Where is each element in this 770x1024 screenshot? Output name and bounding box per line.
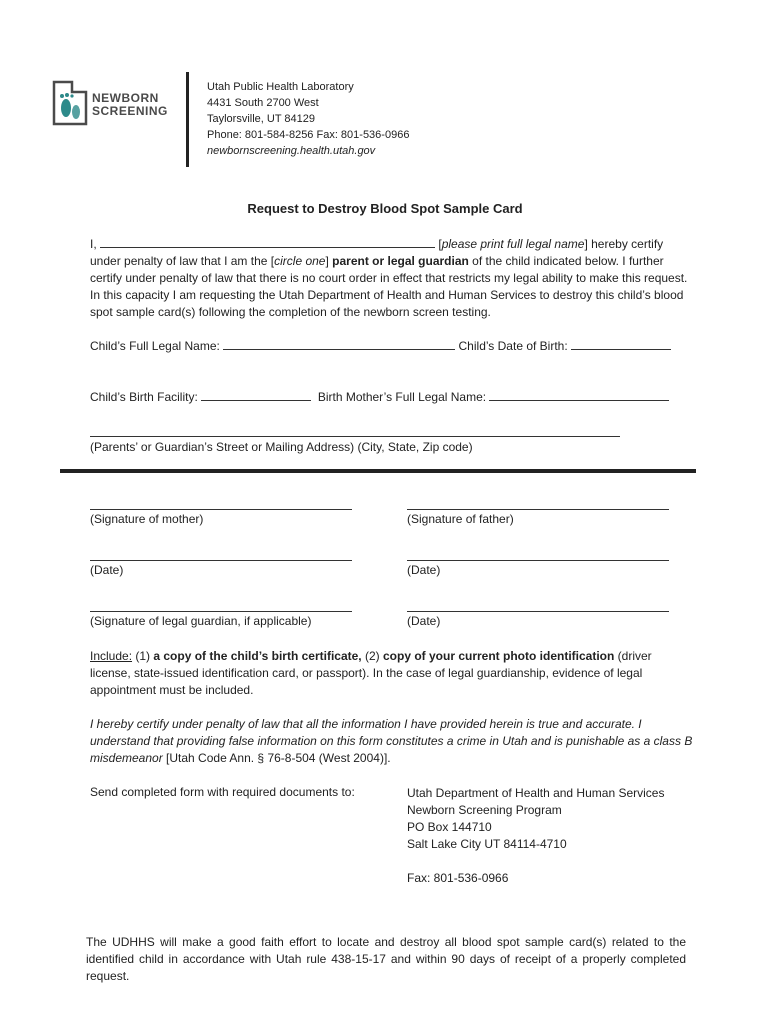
lab-street: 4431 South 2700 West — [207, 97, 319, 109]
mother-date-label: (Date) — [90, 563, 124, 577]
send-label: Send completed form with required documents to: — [90, 785, 355, 799]
child-name-label: Child’s Full Legal Name: — [90, 339, 224, 353]
footer-statement: The UDHHS will make a good faith effort to locate and destroy all blood spot sample card(s) related to the identified child in accordance with Utah rule 438-15-17 and within 90 days of receipt of a properly completed request. — [86, 935, 686, 983]
child-info-row — [90, 338, 695, 355]
child-dob-field[interactable] — [571, 349, 671, 350]
mother-signature-label: (Signature of mother) — [90, 512, 204, 526]
lab-phone-fax: Phone: 801-584-8256 Fax: 801-536-0966 — [207, 129, 410, 141]
send-city: Salt Lake City UT 84114-4710 — [407, 837, 567, 851]
certification-paragraph: I, [please print full legal name] hereby certify under penalty of law that I am the [circle one] parent or legal guardian of the child indicated below. I further certify under penalty of law that there is no court order in effect that restricts my legal ability to make this request. In this capacity I am requesting the Utah Department of Health and Human Services to destroy this child’s blood spot sample card(s) following the completion of the newborn screen testing. — [90, 237, 688, 319]
full-name-field[interactable] — [100, 247, 435, 248]
lab-city: Taylorsville, UT 84129 — [207, 113, 316, 125]
mother-date-field[interactable] — [90, 560, 352, 561]
send-org: Utah Department of Health and Human Services — [407, 786, 665, 800]
perjury-statement: I hereby certify under penalty of law that all the information I have provided herein is true and accurate. I understand that providing false information on this form constitutes a crime in Utah and is punishable as a class B misdemeanor [Utah Code Ann. § 76-8-504 (West 2004)]. — [90, 717, 693, 765]
section-divider — [60, 469, 696, 473]
mailing-address — [407, 785, 664, 887]
guardian-date-label: (Date) — [407, 614, 441, 628]
send-po-box: PO Box 144710 — [407, 820, 492, 834]
send-fax: Fax: 801-536-0966 — [407, 871, 509, 885]
birth-info-row — [90, 389, 695, 406]
birth-facility-field[interactable] — [201, 400, 311, 401]
address-label: (Parents’ or Guardian’s Street or Mailing Address) (City, State, Zip code) — [90, 440, 473, 454]
father-signature-field[interactable] — [407, 509, 669, 510]
send-program: Newborn Screening Program — [407, 803, 562, 817]
guardian-date-field[interactable] — [407, 611, 669, 612]
lab-name: Utah Public Health Laboratory — [207, 81, 354, 93]
father-signature-label: (Signature of father) — [407, 512, 514, 526]
lab-website: newbornscreening.health.utah.gov — [207, 145, 376, 157]
child-name-field[interactable] — [223, 349, 455, 350]
header-divider — [186, 72, 189, 167]
include-paragraph: Include: (1) a copy of the child’s birth certificate, (2) copy of your current photo identification (driver license, state-issued identification card, or passport). In the case of legal guardianship, evidence of legal appointment must be included. — [90, 649, 652, 697]
lab-address-block — [207, 79, 409, 159]
form-title: Request to Destroy Blood Spot Sample Card — [247, 201, 523, 216]
guardian-signature-label: (Signature of legal guardian, if applicable) — [90, 614, 312, 628]
logo-line1: NEWBORN — [92, 91, 159, 105]
mother-name-field[interactable] — [489, 400, 669, 401]
child-dob-label: Child’s Date of Birth: — [458, 339, 572, 353]
include-label: Include: — [90, 649, 133, 663]
mother-signature-field[interactable] — [90, 509, 352, 510]
father-date-field[interactable] — [407, 560, 669, 561]
guardian-signature-field[interactable] — [90, 611, 352, 612]
name-hint: please print full legal name — [441, 237, 585, 251]
parent-or-guardian-option[interactable]: parent or legal guardian — [332, 254, 469, 268]
birth-facility-label: Child’s Birth Facility: — [90, 390, 202, 404]
father-date-label: (Date) — [407, 563, 441, 577]
logo-line2: SCREENING — [92, 104, 168, 118]
newborn-screening-logo — [52, 78, 172, 128]
mother-name-label: Birth Mother’s Full Legal Name: — [317, 390, 490, 404]
address-field[interactable] — [90, 436, 620, 437]
